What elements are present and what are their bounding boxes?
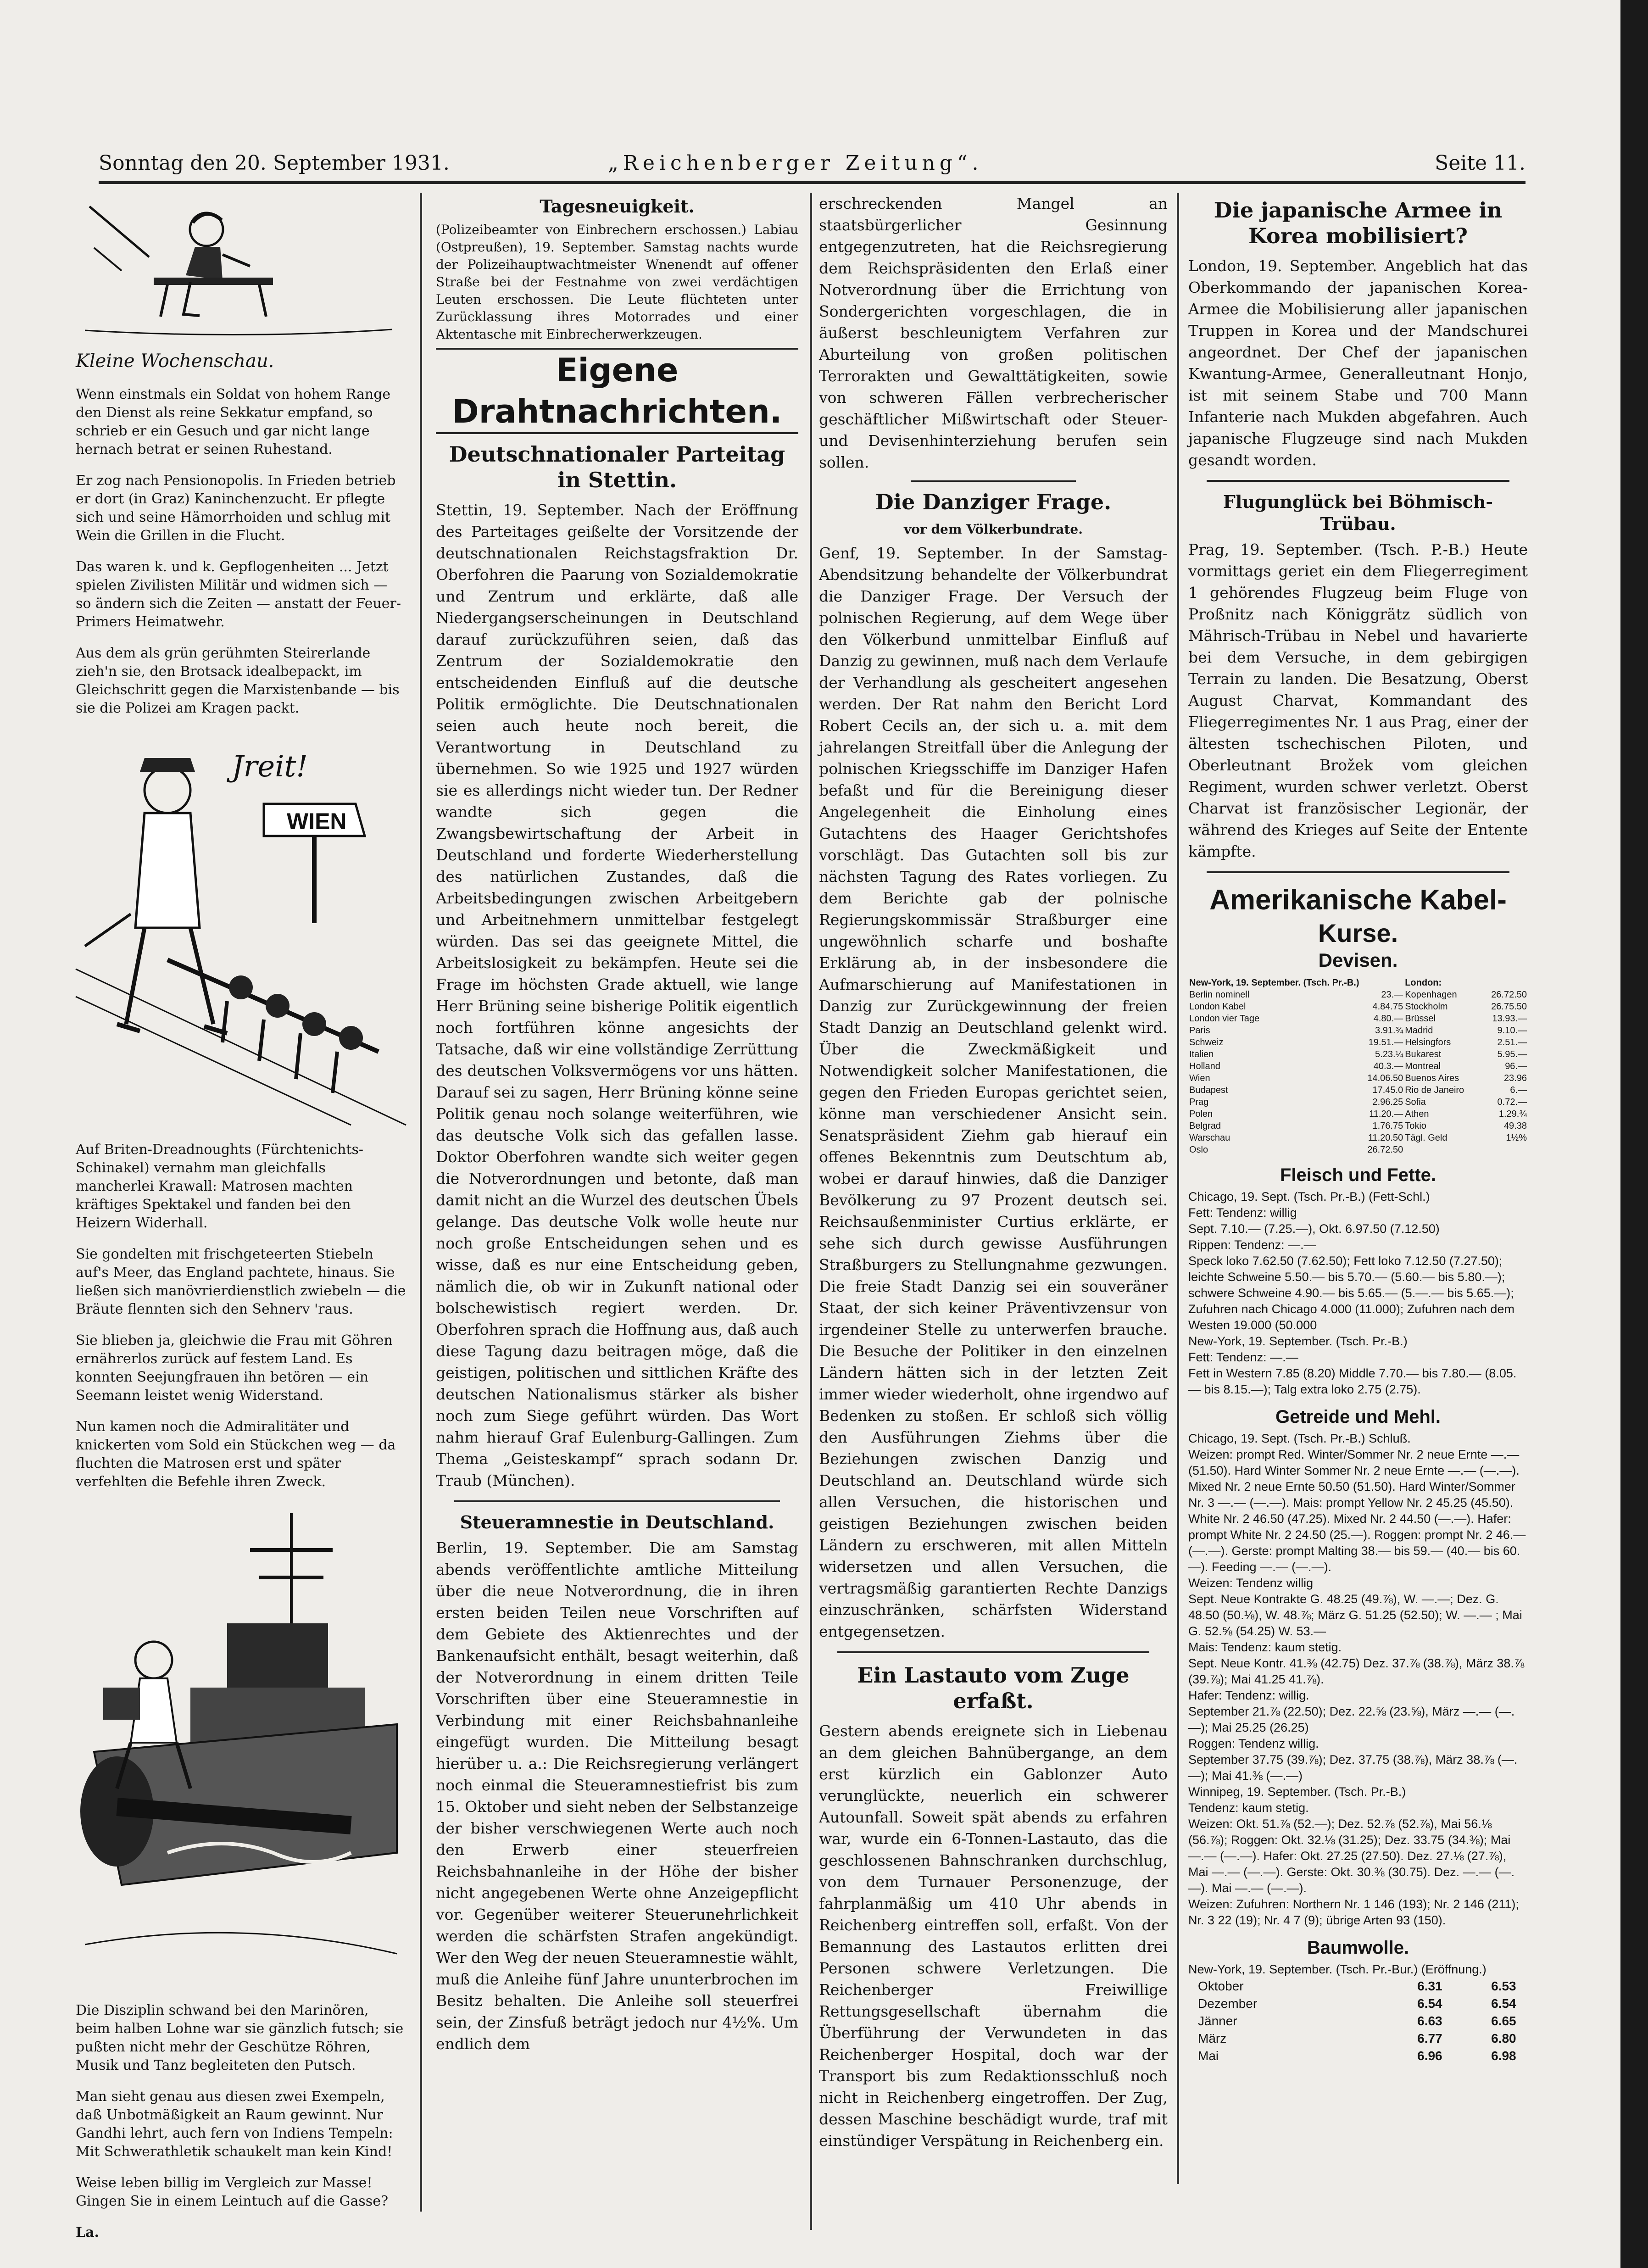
table-cell: Italien [1189, 1049, 1214, 1059]
column-rule-2 [810, 193, 812, 2230]
table-cell: 6.65 [1491, 2014, 1516, 2028]
market-line: Rippen: Tendenz: —.— [1188, 1238, 1316, 1252]
table-cell: Tokio [1405, 1121, 1426, 1131]
table-cell: 1.76.75 [1372, 1121, 1403, 1131]
danzig-text: Genf, 19. September. In der Samstag-Abendsitzung behandelte der Völkerbundrat die Danziger Frage. Der Versuch der polnischen Regierung, auf dem Wege über den Völkerbund unmittelbar Einfluß auf Danzig zu gewinnen, muß nach dem Verlaufe der Verhandlung als gescheitert angesehen werden. Der Rat nahm den Bericht Lord Robert Cecils an, der sich u. a. mit dem jahrelangen Streitfall über die Anlegung der polnischen Kriegsschiffe im Danziger Hafen befaßt und für die Bereinigung dieser Angelegenheit die Einholung eines Gutachtens des Haager Gerichtshofes vorschlägt. Das Gutachten soll bis zur nächsten Tagung des Rates vorliegen. Zu dem Berichte gab der polnische Regierungskommissär Straßburger eine ungewöhnlich scharfe und boshafte Erklärung ab, in der insbesondere die Aufmarschierung auf Manifestationen in Danzig zur Zurückgewinnung der freien Stadt Danzig an Deutschland gelenkt wird. Über die Zweckmäßigkeit und Notwendigkeit solcher Manifestationen, die gegen den Frieden Europas gerichtet seien, könne man verschiedener Ansicht sein. Senatspräsident Ziehm gab hierauf ein offenes Bekenntnis zum Deutschtum ab, wobei er darauf hinwies, daß die Danziger Bevölkerung zu 97 Prozent deutsch sei. Reichsaußenminister Curtius erklärte, er sehe sich durch gewisse Ausführungen Straßburgers zu Stellungnahme gezwungen. Die freie Stadt Danzig sei ein souveräner Staat, der sich keiner Präventivzensur von irgendeiner Stelle zu unterwerfen brauche. Die Besuche der Politiker in den einzelnen Ländern hätten sich in der letzten Zeit immer wieder wiederholt, ohne irgendwo auf Bedenken zu stoßen. Er schloß sich völlig den Ausführungen Ziehms über die Beziehungen zwischen Danzig und Deutschland an. Deutschland würde sich allen Versuchen, die historischen und geistigen Beziehungen zwischen beiden Ländern zu erschweren, mit allen Mitteln widersetzen und allen Versuchen, die vertragsmäßig garantierten Rechte Danzigs einzuschränken, schärfsten Widerstand entgegensetzen. [819, 544, 1168, 1640]
table-cell: Stockholm [1405, 1002, 1448, 1012]
market-line: Fett: Tendenz: —.— [1188, 1350, 1298, 1364]
japan-heading: Die japanische Armee in Korea mobilisiert? [1214, 198, 1503, 248]
market-line: Weizen: Zufuhren: Northern Nr. 1 146 (193); Nr. 2 146 (211); Nr. 3 22 (19); Nr. 4 7 (9); übrige Arten 93 (150). [1188, 1897, 1519, 1927]
stanza-6: Sie gondelten mit frischgeteerten Stiebeln auf's Meer, das England pachtete, hinaus. Sie ließen sich manövrierdienstlich zwiebeln — die Bräute flennten sich den Sehnerv 'raus. [76, 1246, 406, 1317]
column-wochenschau [76, 193, 406, 2240]
cartoon-battleship [76, 1504, 406, 1988]
table-cell: Paris [1189, 1025, 1210, 1036]
table-cell: 2.51.— [1497, 1037, 1527, 1048]
table-row [1197, 1995, 1517, 2012]
table-row [1188, 1048, 1528, 1060]
drahtnachrichten-banner: Eigene Drahtnachrichten. [436, 348, 798, 434]
tagesneuigkeit-text: (Polizeibeamter von Einbrechern erschossen.) Labiau (Ostpreußen), 19. September. Samstag nachts wurde der Polizeihauptwachtmeister Wnenendt auf offener Straße bei der Festnahme von zwei verdächtigen Leuten erschossen. Die Leute flüchteten unter Zurücklassung ihres Motorrades und einer Aktentasche mit Einbrecherwerkzeugen. [436, 222, 798, 342]
devisen-table [1188, 977, 1528, 1156]
table-cell: 2.96.25 [1372, 1097, 1403, 1107]
section-divider [837, 1651, 1149, 1653]
table-cell: 23.96 [1503, 1073, 1527, 1083]
table-cell: 11.20.50 [1368, 1133, 1403, 1143]
table-cell: Belgrad [1189, 1121, 1221, 1131]
table-row [1197, 2047, 1517, 2065]
table-row [1188, 1108, 1528, 1120]
table-cell [1404, 1144, 1481, 1156]
table-cell: 6.31 [1417, 1979, 1442, 1993]
market-line: New-York, 19. September. (Tsch. Pr.-B.) [1188, 1334, 1408, 1348]
stanza-8: Nun kamen noch die Admiralitäter und knickerten vom Sold ein Stückchen weg — da fluchten die Matrosen erst und später verfehlten die Befehle ihren Zweck. [76, 1419, 396, 1490]
newspaper-title: „Reichenberger Zeitung“. [608, 151, 983, 175]
market-line: Sept. Neue Kontrakte G. 48.25 (49.⅞), W. —.—; Dez. G. 48.50 (50.⅛), W. 48.⅞; März G. 51.25 (52.50); W. —.— ; Mai G. 52.⅝ (54.25) W. 53.— [1188, 1592, 1522, 1638]
table-cell: Berlin nominell [1189, 990, 1250, 1000]
table-cell: 3.91.¾ [1375, 1025, 1403, 1036]
baumwolle-table [1197, 1978, 1517, 2065]
table-cell: 40.3.— [1373, 1061, 1403, 1071]
table-cell: 6.98 [1491, 2049, 1516, 2063]
table-row [1188, 1060, 1528, 1072]
header-rule [99, 181, 1526, 184]
table-cell: Mai [1198, 2049, 1219, 2063]
market-line: Weizen: Okt. 51.⅞ (52.—); Dez. 52.⅞ (52.⅞), Mai 56.⅛ (56.⅞); Roggen: Okt. 32.⅛ (31.25); Dez. 33.75 (34.⅜); Mai —.— (—.—). Hafer: Okt. 27.25 (27.50). Dez. 27.⅛ (27.⅞), Mai —.— (—.—). Gerste: Okt. 30.⅜ (30.75). Dez. —.— (—.—). Mai —.— (—.—). [1188, 1817, 1515, 1895]
cartoon-title: Kleine Wochenschau. [76, 351, 274, 372]
table-cell: 49.38 [1503, 1121, 1527, 1131]
table-row [1188, 1084, 1528, 1096]
table-cell: 96.— [1505, 1061, 1527, 1071]
table-cell: Tägl. Geld [1405, 1133, 1448, 1143]
danzig-heading: Die Danziger Frage. [875, 490, 1112, 514]
market-line: Fett: Tendenz: willig [1188, 1206, 1297, 1220]
table-cell: 26.72.50 [1491, 990, 1527, 1000]
table-row [1188, 1001, 1528, 1013]
table-cell: 6.63 [1417, 2014, 1442, 2028]
table-cell: Brüssel [1405, 1014, 1436, 1024]
steueramnestie-continued: erschreckenden Mangel an staatsbürgerlicher Gesinnung entgegenzutreten, hat die Reichsregierung dem Reichspräsidenten den Erlaß einer Notverordnung über die Errichtung von Sondergerichten vorgeschlagen, die in äußerst beschleunigtem Verfahren zur Aburteilung von großen politischen Terrorakten und Gewalttätigkeiten, sowie von schweren Fällen verbrecherischer geschäftlicher Mißwirtschaft oder Steuer- und Devisenhinterziehung berufen sein sollen. [819, 195, 1168, 471]
table-cell: Bukarest [1405, 1049, 1442, 1059]
table-cell: 6.96 [1417, 2049, 1442, 2063]
table-cell: 26.72.50 [1367, 1145, 1403, 1155]
table-cell: 4.84.75 [1372, 1002, 1403, 1012]
baumwolle-heading: Baumwolle. [1307, 1938, 1409, 1958]
table-header-cell: London: [1405, 978, 1442, 988]
battleship-illustration [76, 1504, 406, 1986]
market-line: Chicago, 19. Sept. (Tsch. Pr.-B.) Schluß. [1188, 1432, 1411, 1445]
market-line: September 37.75 (39.⅞); Dez. 37.75 (38.⅞), März 38.⅞ (—.—); Mai 41.⅜ (—.—) [1188, 1753, 1518, 1783]
market-line: Weizen: prompt Red. Winter/Sommer Nr. 2 neue Ernte —.— (51.50). Hard Winter Sommer Nr. 2 neue Ernte —.— (—.—). Mixed Nr. 2 neue Ernte 50.50 (51.50). Hard Winter/Sommer Nr. 3 —.— (—.—). Mais: prompt Yellow Nr. 2 45.25 (45.50). White Nr. 2 46.50 (47.25). Mixed Nr. 2 44.50 (—.—). Hafer: prompt White Nr. 2 24.50 (25.—). Roggen: prompt Nr. 2 46.— (—.—). Gerste: prompt Malting 38.— bis 59.— (40.— bis 60.—). Feeding —.— (—.—). [1188, 1448, 1526, 1574]
market-line: Tendenz: kaum stetig. [1188, 1801, 1309, 1815]
table-row [1188, 1072, 1528, 1084]
column-3 [819, 193, 1168, 2184]
flugunglueck-text: Prag, 19. September. (Tsch. P.-B.) Heute vormittags geriet ein dem Fliegerregiment 1 gehörendes Flugzeug beim Fluge von Proßnitz nach Königgrätz südlich von Mährisch-Trübau in Nebel und havarierte bei dem Versuche, in dem gebirgigen Terrain zu landen. Die Besatzung, Oberst August Charvat, Kommandant des Fliegerregimentes Nr. 1 aus Prag, einer der ältesten tschechischen Piloten, und Oberleutnant Brožek vom gleichen Regiment, wurden schwer verletzt. Oberst Charvat ist französischer Legionär, der während des Krieges auf Seite der Entente kämpfte. [1188, 541, 1528, 860]
getreide-heading: Getreide und Mehl. [1275, 1407, 1441, 1427]
table-cell: London vier Tage [1189, 1014, 1260, 1024]
devisen-heading: Devisen. [1318, 949, 1398, 971]
table-row [1188, 989, 1528, 1001]
page-number: Seite 11. [1435, 151, 1526, 175]
table-cell [1481, 1144, 1528, 1156]
stanza-5: Auf Briten-Dreadnoughts (Fürchtenichts-Schinakel) vernahm man gleichfalls mancherlei Krawall: Matrosen machten kräftiges Spektakel und fanden bei den Heizern Widerhall. [76, 1142, 364, 1231]
soldier-march-illustration [76, 730, 406, 1125]
writer-illustration [76, 197, 406, 349]
table-cell: 4.80.— [1373, 1014, 1403, 1024]
table-row [1188, 1096, 1528, 1108]
table-cell: 1.29.¾ [1498, 1109, 1527, 1119]
table-cell: 6.77 [1417, 2031, 1442, 2045]
table-cell: 6.80 [1491, 2031, 1516, 2045]
table-cell: 6.53 [1491, 1979, 1516, 1993]
table-header-cell: New-York, 19. September. (Tsch. Pr.-B.) [1189, 978, 1359, 988]
table-row [1197, 1978, 1517, 1995]
table-row [1188, 1120, 1528, 1132]
table-row [1197, 2012, 1517, 2030]
table-cell: London Kabel [1189, 1002, 1246, 1012]
stanza-9: Die Disziplin schwand bei den Marinören, beim halben Lohne war sie gänzlich futsch; sie pußten nicht mehr der Geschütze Röhren, Musik und Tanz begleiteten den Putsch. [76, 2002, 404, 2073]
table-cell: 17.45.0 [1372, 1085, 1403, 1095]
page-header [99, 151, 1526, 179]
market-line: Sept. 7.10.— (7.25.—), Okt. 6.97.50 (7.12.50) [1188, 1222, 1440, 1236]
market-line: September 21.⅞ (22.50); Dez. 22.⅝ (23.⅝), März —.— (—.—); Mai 25.25 (26.25) [1188, 1705, 1515, 1734]
table-row [1188, 1132, 1528, 1144]
signature: La. [76, 2224, 99, 2240]
steueramnestie-text: Berlin, 19. September. Die am Samstag abends veröffentlichte amtliche Mitteilung über die neue Notverordnung, die in ihren ersten beiden Teilen neue Vorschriften auf dem Gebiete des Aktienrechtes und der Bankenaufsicht enthält, besagt weiterhin, daß der Notverordnung in einem dritten Teile Vorschriften über eine Steueramnestie in Verbindung mit einer Reichsbahnanleihe eingefügt wurden. Die Mitteilung besagt hierüber u. a.: Die Reichsregierung verlängert noch einmal die Steueramnestiefrist bis zum 15. Oktober und sieht neben der Selbstanzeige der bisher verschwiegenen Werte auch noch den Erwerb einer steuerfreien Reichsbahnanleihe in der Höhe der bisher nicht angegebenen Werte ohne Anzeigepflicht vor. Gegenüber weiterer Steuerunehrlichkeit werden die schärfsten Strafen angekündigt. Wer den Weg der neuen Steueramnestie wählt, muß die Anleihe fünf Jahre ununterbrochen im Besitz behalten. Die Anleihe soll steuerfrei sein, der Zinsfuß beträgt jedoch nur 4½%. Um endlich dem [436, 1539, 798, 2053]
table-cell: Sofia [1405, 1097, 1426, 1107]
japan-text: London, 19. September. Angeblich hat das Oberkommando der japanischen Korea-Armee die Mobilisierung aller japanischen Truppen in Korea und der Mandschurei angeordnet. Der Chef der japanischen Kwantung-Armee, Generalleutnant Honjo, ist mit seinem Stabe und 700 Mann Infanterie nach Mukden abgefahren. Auch japanische Flugzeuge sind nach Mukden gesandt worden. [1188, 257, 1528, 469]
table-cell: Schweiz [1189, 1037, 1224, 1048]
market-line: Fett in Western 7.85 (8.20) Middle 7.70.— bis 7.80.— (8.05.— bis 8.15.—); Talg extra loko 2.75 (2.75). [1188, 1366, 1517, 1396]
table-cell: 0.72.— [1497, 1097, 1527, 1107]
shout-text: Jreit! [232, 750, 308, 784]
table-cell: Kopenhagen [1405, 990, 1457, 1000]
table-cell: 5.23.¼ [1375, 1049, 1403, 1059]
market-line: Speck loko 7.62.50 (7.62.50); Fett loko 7.12.50 (7.27.50); leichte Schweine 5.50.— bis 5.70.— (5.60.— bis 5.80.—); schwere Schweine 4.90.— bis 5.65.— (5.—.— bis 5.65.—); Zufuhren nach Chicago 4.000 (11.000); Zufuhren nach dem Westen 19.000 (50.000 [1188, 1254, 1514, 1332]
table-cell: 6.54 [1491, 1996, 1516, 2011]
scan-border [1620, 0, 1648, 2268]
table-cell: Helsingfors [1405, 1037, 1451, 1048]
section-divider [454, 1500, 780, 1502]
table-cell: März [1198, 2031, 1227, 2045]
issue-date: Sonntag den 20. September 1931. [99, 151, 450, 175]
column-2 [436, 193, 798, 2230]
table-header-row [1188, 977, 1528, 989]
parteitag-heading: Deutschnationaler Parteitag in Stettin. [449, 442, 785, 492]
table-cell: Warschau [1189, 1133, 1230, 1143]
table-cell: Wien [1189, 1073, 1210, 1083]
column-rule-3 [1177, 193, 1179, 2184]
column-4 [1188, 193, 1528, 2184]
lastauto-heading: Ein Lastauto vom Zuge erfaßt. [857, 1663, 1130, 1713]
flugunglueck-heading: Flugunglück bei Böhmisch-Trübau. [1223, 491, 1493, 534]
table-cell: 14.06.50 [1367, 1073, 1403, 1083]
table-cell: Jänner [1198, 2014, 1237, 2028]
section-divider [1207, 871, 1509, 873]
market-line: Hafer: Tendenz: willig. [1188, 1688, 1309, 1702]
table-cell: Oktober [1198, 1979, 1244, 1993]
table-cell: 6.54 [1417, 1996, 1442, 2011]
fleisch-heading: Fleisch und Fette. [1280, 1165, 1436, 1185]
table-row [1188, 1025, 1528, 1036]
table-cell: Prag [1189, 1097, 1209, 1107]
parteitag-text: Stettin, 19. September. Nach der Eröffnung des Parteitages geißelte der Vorsitzende der deutschnationalen Reichstagsfraktion Dr. Oberfohren die Paarung von Sozialdemokratie und Zentrum und erklärte, daß alle Niedergangserscheinungen in Deutschland darauf zurückzuführen seien, daß das Zentrum der Sozialdemokratie den entscheidenden Einfluß auf die deutsche Politik ermöglichte. Die Deutschnationalen seien auch heute noch bereit, die Verantwortung in Deutschland zu übernehmen. So wie 1925 und 1927 würden sie es allerdings nicht wieder tun. Der Redner wandte sich gegen die Zwangsbewirtschaftung der Arbeit in Deutschland und forderte Wiederherstellung des natürlichen Zustandes, daß die Arbeitsbedingungen zwischen Arbeitgebern und Arbeitnehmern unmittelbar festgelegt würden. Das sei das geeignete Mittel, die Arbeitslosigkeit zu bekämpfen. Heute sei die Frage im höchsten Grade aktuell, wie lange Herr Brüning seine bisherige Politik eigentlich noch fortführen könne angesichts der Tatsache, daß wir eine vollständige Zerrüttung des deutschen Volksvermögens vor uns hätten. Darauf sei zu sagen, Herr Brüning könne seine Politik genau noch solange weiterführen, wie das deutsche Volk sich das gefallen lasse. Doktor Oberfohren wandte sich weiter gegen die Notverordnungen und betonte, daß man damit nicht an die Wurzel des deutschen Übels gelange. Das deutsche Volk wolle heute nur noch große Entscheidungen sehen und es wisse, daß es nur eine Entscheidung geben, nämlich die, ob wir in Zukunft national oder bolschewistisch regiert werden. Dr. Oberfohren sprach die Hoffnung aus, daß auch diese Tagung dazu beitragen möge, daß die geistigen, politischen und sittlichen Kräfte des deutschen Nationalismus stärker als bisher noch zum Siege geführt würden. Das Wort nahm hierauf Graf Eulenburg-Gallingen. Zum Thema „Geisteskampf“ sprach sodann Dr. Traub (München). [436, 501, 798, 1489]
section-divider [1207, 480, 1509, 482]
cartoon-writer [76, 197, 406, 372]
table-cell: 26.75.50 [1491, 1002, 1527, 1012]
cartoon-march [76, 730, 406, 1127]
table-row [1188, 1144, 1528, 1156]
stanza-1: Wenn einstmals ein Soldat von hohem Range den Dienst als reine Sekkatur empfand, so schrieb er ein Gesuch und gar nicht lange hernach betrat er seinen Ruhestand. [76, 386, 391, 457]
table-cell: Holland [1189, 1061, 1220, 1071]
market-line: Sept. Neue Kontr. 41.⅜ (42.75) Dez. 37.⅞ (38.⅞), März 38.⅞ (39.⅞); Mai 41.25 41.⅞). [1188, 1656, 1525, 1686]
kabelkurse-heading-2: Kurse. [1318, 919, 1398, 947]
table-cell: Budapest [1189, 1085, 1228, 1095]
market-line: Weizen: Tendenz willig [1188, 1576, 1314, 1590]
table-cell: Dezember [1198, 1996, 1258, 2011]
danzig-subheading: vor dem Völkerbundrate. [904, 522, 1083, 537]
table-row [1197, 2030, 1517, 2047]
table-cell: 13.93.— [1492, 1014, 1527, 1024]
table-cell: Athen [1405, 1109, 1429, 1119]
table-cell: 23.— [1381, 990, 1403, 1000]
market-line: Roggen: Tendenz willig. [1188, 1737, 1319, 1750]
stanza-11: Weise leben billig im Vergleich zur Masse! Gingen Sie in einem Leintuch auf die Gasse? [76, 2175, 389, 2209]
table-cell: Oslo [1189, 1145, 1208, 1155]
table-cell: 1½% [1506, 1133, 1527, 1143]
market-line: Winnipeg, 19. September. (Tsch. Pr.-B.) [1188, 1785, 1406, 1799]
wien-sign-text: WIEN [287, 808, 347, 834]
table-cell: Rio de Janeiro [1405, 1085, 1464, 1095]
table-cell: Montreal [1405, 1061, 1441, 1071]
stanza-4: Aus dem als grün gerühmten Steirerlande zieh'n sie, den Brotsack idealbepackt, im Gleichschritt gegen die Marxistenbande — bis sie die Polizei am Kragen packt. [76, 645, 400, 716]
stanza-10: Man sieht genau aus diesen zwei Exempeln, daß Unbotmäßigkeit an Raum gewinnt. Nur Gandhi lehrt, auch fern von Indiens Tempeln: Mit Schwerathletik schaukelt man kein Kind! [76, 2089, 393, 2160]
column-rule-1 [420, 193, 422, 2212]
kabelkurse-heading: Amerikanische Kabel- [1209, 884, 1507, 916]
table-cell: Polen [1189, 1109, 1213, 1119]
table-row [1188, 1013, 1528, 1025]
steueramnestie-heading: Steueramnestie in Deutschland. [460, 1512, 774, 1532]
lastauto-text: Gestern abends ereignete sich in Liebenau an dem gleichen Bahnübergange, an dem erst kürzlich ein Gablonzer Auto verunglückte, neuerlich ein schwerer Autounfall. Soweit spät abends zu erfahren war, wurde ein 6-Tonnen-Lastauto, das die geschlossenen Bahnschranken durchschlug, von dem Turnauer Personenzuge, der fahrplanmäßig um 410 Uhr abends in Reichenberg eintreffen soll, erfaßt. Von der Bemannung des Lastautos erlitten drei Personen schwere Verletzungen. Die Reichenberger Freiwillige Rettungsgesellschaft übernahm die Überführung der Verwundeten in das Reichenberger Hospital, doch war der Transport bis zum Redaktionsschluß noch nicht in Reichenberg eingetroffen. Der Zug, dessen Maschine beschädigt wurde, traf mit einstündiger Verspätung in Reichenberg ein. [819, 1722, 1168, 2150]
stanza-3: Das waren k. und k. Gepflogenheiten ... Jetzt spielen Zivilisten Militär und widmen sich — so ändern sich die Zeiten — anstatt der Feuer- Primers Heimatwehr. [76, 559, 401, 630]
table-cell: 5.95.— [1497, 1049, 1527, 1059]
table-cell: 11.20.— [1369, 1109, 1403, 1119]
market-line: Mais: Tendenz: kaum stetig. [1188, 1640, 1342, 1654]
table-cell: Buenos Aires [1405, 1073, 1459, 1083]
section-divider [911, 480, 1076, 482]
tagesneuigkeit-heading: Tagesneuigkeit. [540, 196, 695, 217]
table-cell: 6.— [1510, 1085, 1527, 1095]
table-cell: 9.10.— [1497, 1025, 1527, 1036]
stanza-2: Er zog nach Pensionopolis. In Frieden betrieb er dort (in Graz) Kaninchenzucht. Er pflegte sich und seine Hämorrhoiden und schlug mit Wein die Grillen in die Flucht. [76, 473, 396, 544]
market-line: Chicago, 19. Sept. (Tsch. Pr.-B.) (Fett-Schl.) [1188, 1190, 1430, 1204]
table-cell: 19.51.— [1368, 1037, 1403, 1048]
stanza-7: Sie blieben ja, gleichwie die Frau mit Göhren ernährerlos zurück auf festem Land. Es konnten Seejungfrauen ihn betören — ein Seemann leistet wenig Widerstand. [76, 1332, 393, 1404]
table-row [1188, 1036, 1528, 1048]
table-cell: Madrid [1405, 1025, 1433, 1036]
baumwolle-source: New-York, 19. September. (Tsch. Pr.-Bur.) (Eröffnung.) [1188, 1962, 1487, 1976]
